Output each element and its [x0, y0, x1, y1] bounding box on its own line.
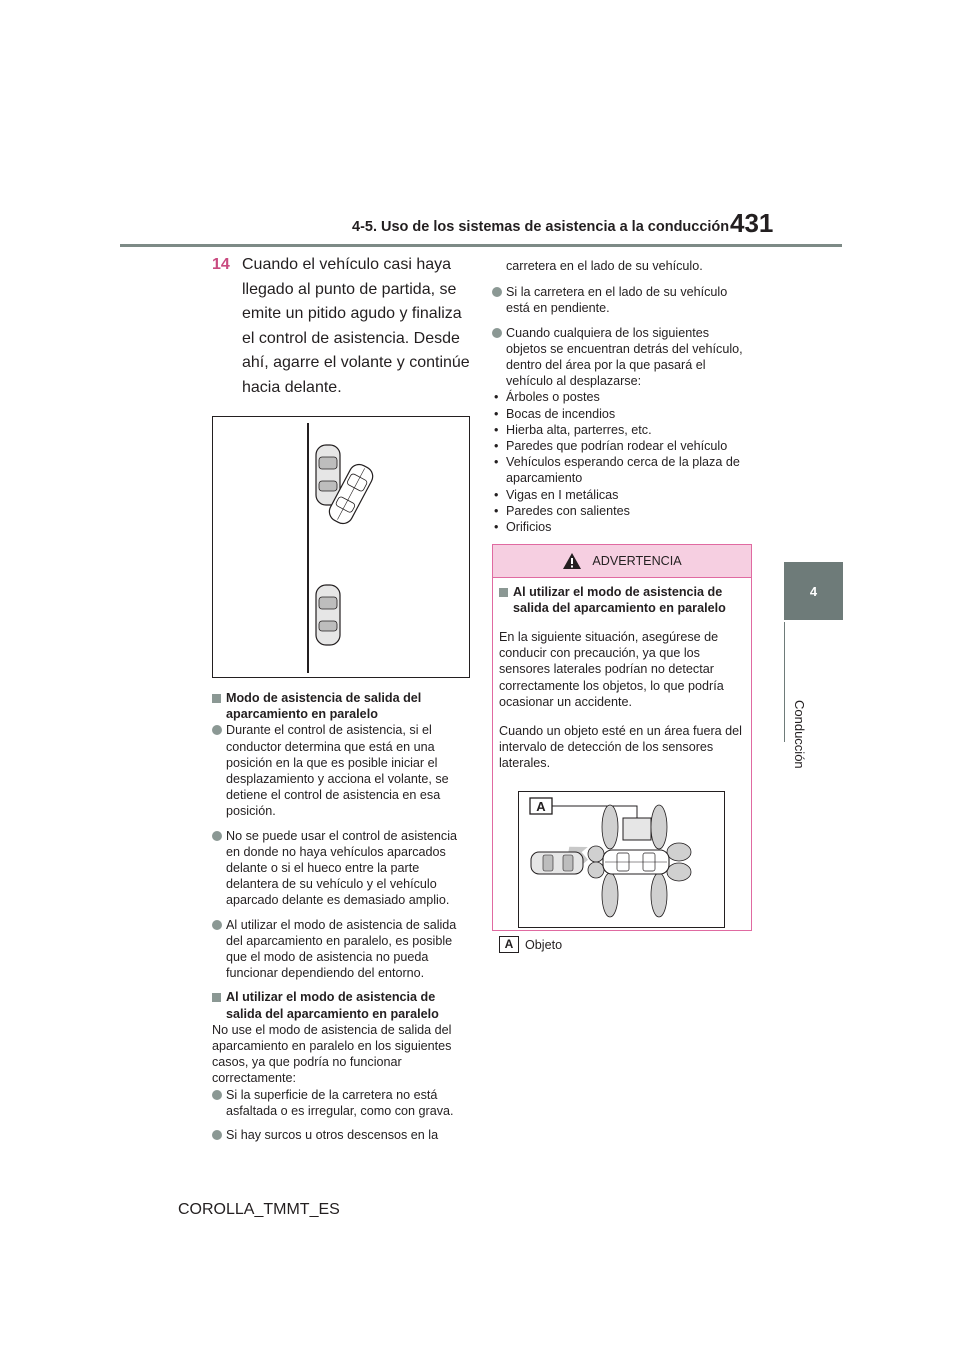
warning-body	[493, 578, 751, 953]
figure-legend	[499, 936, 745, 953]
sensor-zone	[588, 862, 604, 878]
object-list-item: • Bocas de incendios	[492, 406, 752, 422]
object-callout	[530, 798, 637, 818]
own-vehicle	[603, 850, 669, 874]
legend-text: Objeto	[525, 937, 563, 952]
sensor-zone	[602, 873, 618, 917]
warning-triangle-icon	[562, 552, 582, 570]
document-id: COROLLA_TMMT_ES	[178, 1201, 340, 1218]
warning-title: ADVERTENCIA	[592, 554, 682, 568]
heading-using-exit-mode: Al utilizar el modo de asistencia de salida del aparcamiento en paralelo	[212, 989, 472, 1021]
object-list-item: • Orificios	[492, 519, 752, 535]
parked-car-rear	[316, 585, 340, 645]
sensor-zone	[667, 843, 691, 861]
section-title: 4-5. Uso de los sistemas de asistencia a la conducción	[352, 219, 730, 235]
header-divider	[120, 244, 842, 247]
chapter-tab: 4	[784, 562, 843, 620]
bullet-item: Si la superficie de la carretera no está asfaltada o es irregular, como con grava.	[212, 1087, 472, 1119]
object-list-item: • Árboles o postes	[492, 389, 752, 405]
continuation-text: carretera en el lado de su vehículo.	[506, 259, 703, 273]
page-number: 431	[730, 208, 774, 238]
object-list-item: • Vigas en I metálicas	[492, 487, 752, 503]
sensor-range-diagram	[519, 792, 724, 927]
parking-exit-diagram	[213, 417, 469, 677]
bullet-item: Al utilizar el modo de asistencia de salida del aparcamiento en paralelo, es posible que el modo de asistencia no pueda funcionar dependiendo del entorno.	[212, 917, 472, 982]
sensor-zone	[588, 846, 604, 862]
legend-label: A	[499, 936, 519, 953]
object-list-item: • Hierba alta, parterres, etc.	[492, 422, 752, 438]
sensor-range-figure	[518, 791, 725, 928]
chapter-label-text: Conducción	[792, 700, 807, 769]
sensor-zone	[651, 805, 667, 849]
right-column	[492, 258, 752, 535]
object-marker	[623, 818, 651, 840]
object-list-item: • Paredes que podrían rodear el vehículo	[492, 438, 752, 454]
heading-exit-mode: Modo de asistencia de salida del aparcamiento en paralelo	[212, 690, 472, 722]
chapter-label	[785, 630, 845, 769]
warning-paragraph: Cuando un objeto esté en un área fuera del intervalo de detección de los sensores laterales.	[499, 723, 742, 771]
object-list-item: • Paredes con salientes	[492, 503, 752, 519]
warning-paragraph: En la siguiente situación, asegúrese de conducir con precaución, ya que los sensores laterales podrían no detectar correctamente los objetos, lo que podría ocasionar un accidente.	[499, 630, 724, 709]
bullet-item: Cuando cualquiera de los siguientes objetos se encuentran detrás del vehículo, dentro del área por la que pasará el vehículo al desplazarse:	[492, 325, 752, 390]
parking-exit-figure	[212, 416, 470, 678]
step-text: Cuando el vehículo casi haya llegado al punto de partida, se emite un pitido agudo y finaliza el control de asistencia. Desde ahí, agarre el volante y continúe hacia delante.	[242, 256, 470, 396]
left-column	[212, 253, 472, 1151]
warning-box	[492, 544, 752, 952]
step-14	[212, 253, 472, 400]
sensor-zone	[667, 863, 691, 881]
bullet-item: No se puede usar el control de asistencia en donde no haya vehículos aparcados delante o si el hueco entre la parte delantera de su vehículo y el vehículo aparcado delante es demasiado amplio.	[212, 828, 472, 909]
warning-header	[493, 545, 751, 578]
bullet-item: Si la carretera en el lado de su vehículo está en pendiente.	[492, 284, 752, 316]
object-list-item: • Vehículos esperando cerca de la plaza de aparcamiento	[492, 454, 752, 486]
intro-paragraph: No use el modo de asistencia de salida del aparcamiento en paralelo en los siguientes casos, ya que podría no funcionar correctamente:	[212, 1022, 452, 1086]
parked-car	[531, 852, 583, 874]
step-number: 14	[212, 256, 230, 273]
bullet-item: Si hay surcos u otros descensos en la	[212, 1127, 472, 1143]
sensor-zone	[651, 873, 667, 917]
bullet-item: Durante el control de asistencia, si el conductor determina que está en una posición en la que es posible iniciar el desplazamiento y acciona el volante, se detiene el control de asistencia en esa posición.	[212, 722, 472, 819]
warning-heading: Al utilizar el modo de asistencia de salida del aparcamiento en paralelo	[499, 584, 745, 616]
object-callout-label: A	[536, 799, 546, 815]
sensor-zone	[602, 805, 618, 849]
